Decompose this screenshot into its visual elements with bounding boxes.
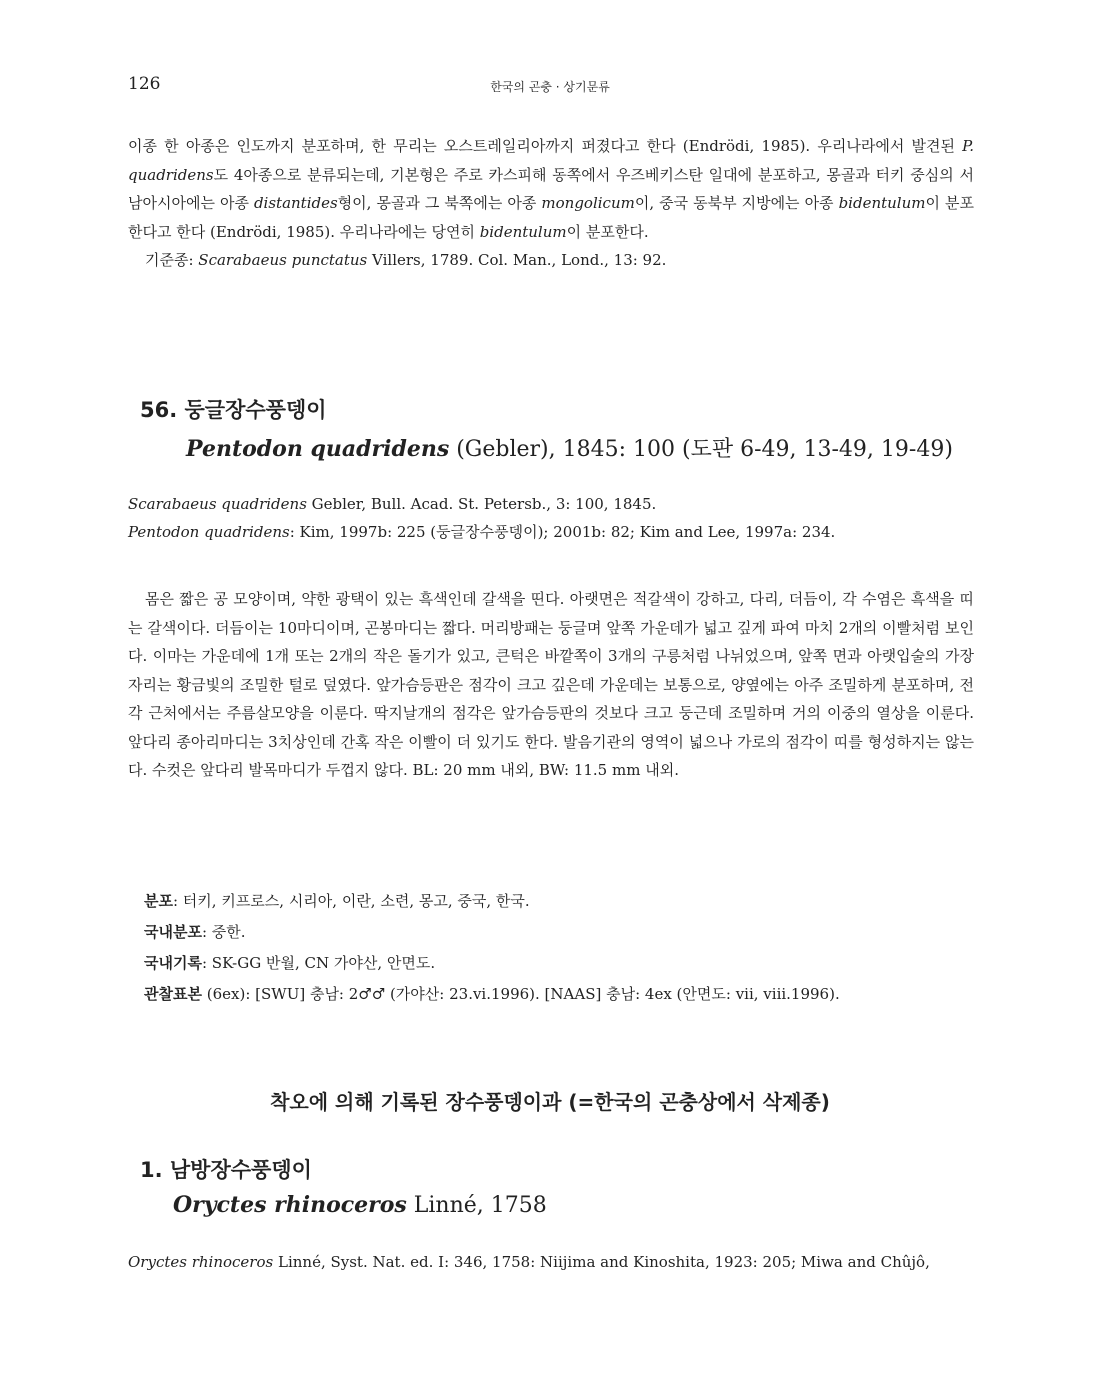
domestic-records-line: 국내기록: SK-GG 반월, CN 가야산, 안면도. [144, 954, 436, 972]
species-56-synonyms [128, 490, 974, 546]
species-56-korean-name: 56. 둥글장수풍뎅이 [140, 398, 327, 422]
erroneous-1-heading [140, 1154, 1040, 1218]
erroneous-1-reference: Oryctes rhinoceros Linné, Syst. Nat. ed. I: 346, 1758: Niijima and Kinoshita, 1923: 205; Miwa and Chûjô, [128, 1253, 930, 1271]
specimens-line: 관찰표본 (6ex): [SWU] 충남: 2♂♂ (가야산: 23.vi.1996). [NAAS] 충남: 4ex (안면도: vii, viii.1996). [144, 985, 840, 1003]
species-56-scientific-name: Pentodon quadridens (Gebler), 1845: 100 (도판 6-49, 13-49, 19-49) [186, 436, 953, 462]
type-species-line: 기준종: Scarabaeus punctatus Villers, 1789. Col. Man., Lond., 13: 92. [145, 251, 667, 269]
distribution-line: 분포: 터키, 키프로스, 시리아, 이란, 소련, 몽고, 중국, 한국. [144, 892, 530, 910]
synonym-line: Scarabaeus quadridens Gebler, Bull. Acad. St. Petersb., 3: 100, 1845. [128, 495, 657, 513]
synonym-line: Pentodon quadridens: Kim, 1997b: 225 (둥글장수풍뎅이); 2001b: 82; Kim and Lee, 1997a: 234. [128, 523, 836, 541]
intro-paragraph: 이종 한 아종은 인도까지 분포하며, 한 무리는 오스트레일리아까지 퍼졌다고 한다 (Endrödi, 1985). 우리나라에서 발견된 P. quadridens도 4아종으로 분류되는데, 기본형은 주로 카스피해 동쪽에서 우즈베키스탄 일대에 분포하고, 몽골과 터키 중심의 서남아시아에는 아종 distantides형이, 몽골과 그 북쪽에는 아종 mongolicum이, 중국 동북부 지방에는 아종 bidentulum이 분포한다고 한다 (Endrödi, 1985). 우리나라에는 당연히 bidentulum이 분포한다. [128, 137, 974, 241]
description-paragraph: 몸은 짧은 공 모양이며, 약한 광택이 있는 흑색인데 갈색을 띤다. 아랫면은 적갈색이 강하고, 다리, 더듬이, 각 수염은 흑색을 띠는 갈색이다. 더듬이는 10마디이며, 곤봉마디는 짧다. 머리방패는 둥글며 앞쪽 가운데가 넓고 깊게 파여 마치 2개의 이빨처럼 보인다. 이마는 가운데에 1개 또는 2개의 작은 돌기가 있고, 큰턱은 바깥쪽이 3개의 구릉처럼 나뉘었으며, 앞쪽 면과 아랫입술의 가장자리는 황금빛의 조밀한 털로 덮였다. 앞가슴등판은 점각이 크고 깊은데 가운데는 보통으로, 양옆에는 아주 조밀하게 분포하며, 전각 근처에서는 주름살모양을 이룬다. 딱지날개의 점각은 앞가슴등판의 것보다 크고 둥근데 조밀하며 거의 이중의 열상을 이룬다. 앞다리 종아리마디는 3치상인데 간혹 작은 이빨이 더 있기도 한다. 발음기관의 영역이 넓으나 가로의 점각이 띠를 형성하지는 않는다. 수컷은 앞다리 발목마디가 두껍지 않다. BL: 20 mm 내외, BW: 11.5 mm 내외. [128, 590, 974, 779]
page-number: 126 [128, 74, 161, 94]
running-header: 한국의 곤충 · 상기문류 [490, 80, 610, 94]
erroneous-1-scientific-name: Oryctes rhinoceros Linné, 1758 [173, 1192, 547, 1218]
erroneous-1-korean-name: 1. 남방장수풍뎅이 [140, 1158, 312, 1182]
species-56-heading [140, 394, 1040, 463]
intro-block [128, 132, 974, 275]
species-56-metadata [144, 886, 974, 1010]
species-56-description [128, 585, 974, 785]
domestic-distribution-line: 국내분포: 중한. [144, 923, 246, 941]
section-title: 착오에 의해 기록된 장수풍뎅이과 (=한국의 곤충상에서 삭제종) [270, 1090, 830, 1114]
